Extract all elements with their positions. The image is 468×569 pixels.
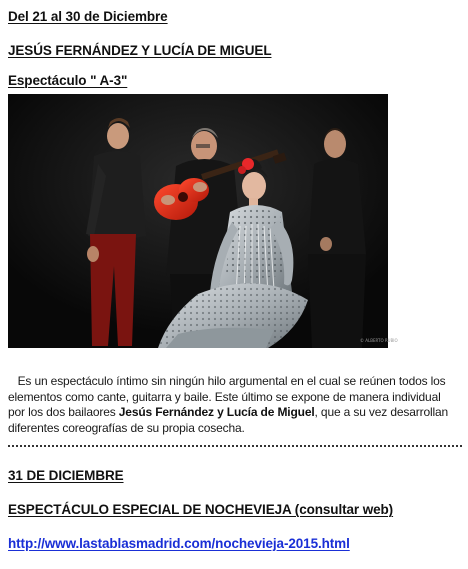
description-part-2: , que a su vez desarrollan diferentes coreografías de su propia cosecha. [8, 405, 449, 435]
show-description [8, 374, 460, 436]
photo-credit: © ALBERTO RUBIO [360, 338, 398, 343]
dancer-names: Jesús Fernández y Lucía de Miguel [118, 405, 315, 419]
show-title-heading: Espectáculo " A-3" [8, 73, 128, 88]
artists-heading: JESÚS FERNÁNDEZ Y LUCÍA DE MIGUEL [8, 43, 272, 58]
new-year-show-heading: ESPECTÁCULO ESPECIAL DE NOCHEVIEJA (consultar web) [8, 502, 394, 517]
new-year-date-heading: 31 DE DICIEMBRE [8, 468, 124, 483]
new-year-link[interactable]: http://www.lastablasmadrid.com/nochevieja-2015.html [8, 536, 350, 551]
section-divider [8, 445, 462, 447]
dates-heading: Del 21 al 30 de Diciembre [8, 9, 168, 24]
performance-photo [8, 94, 398, 348]
description-part-1: Es un espectáculo íntimo sin ningún hilo argumental en el cual se reúnen todos los elementos como cante, guitarra y baile. Este último se expone de manera individual por los dos bailaores [8, 374, 446, 419]
